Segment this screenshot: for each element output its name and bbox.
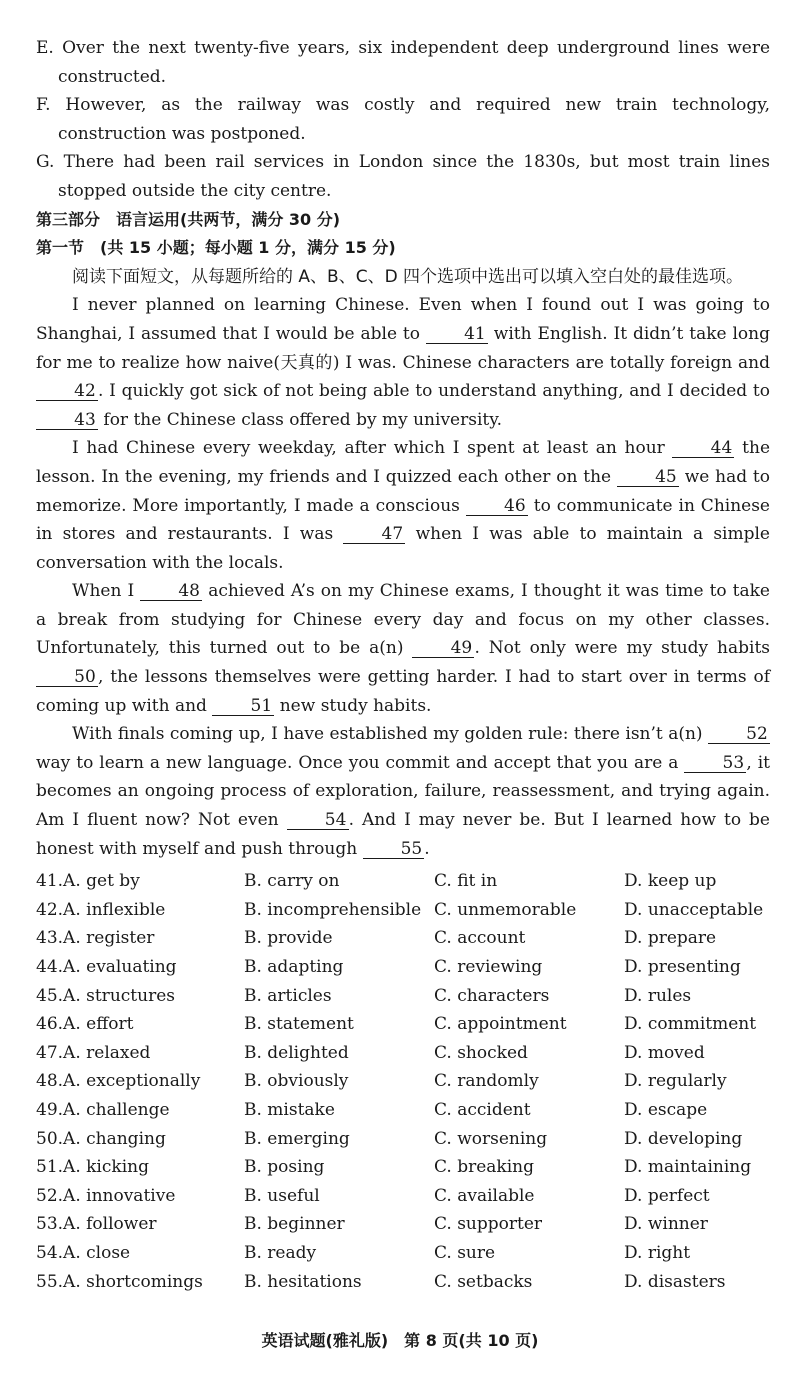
option-b: B. hesitations — [244, 1271, 362, 1292]
option-b: B. posing — [244, 1157, 325, 1178]
question-51 — [36, 1153, 770, 1182]
option-d: D. escape — [624, 1099, 708, 1120]
option-b: B. ready — [244, 1242, 317, 1263]
cloze-passage — [36, 291, 770, 863]
option-d: D. presenting — [624, 957, 741, 977]
option-d: D. right — [624, 1242, 691, 1263]
question-50 — [36, 1125, 770, 1154]
option-a: 53.A. follower — [36, 1214, 157, 1235]
option-d: D. maintaining — [624, 1157, 752, 1178]
question-46 — [36, 1010, 770, 1039]
option-c: C. account — [434, 928, 526, 949]
option-a: 43.A. register — [36, 928, 155, 949]
option-a: 51.A. kicking — [36, 1157, 149, 1178]
passage-paragraph-2: I had Chinese every weekday, after which I spent at least an hour 44 the lesson. In the evening, my friends and I quizzed each other on the 45 we had to memorize. More importantly, I made a conscious 46 to communicate in Chinese in stores and restaurants. I was 47 when I was able to maintain a simple conversation with the locals. — [36, 438, 771, 573]
option-a: 41.A. get by — [36, 871, 140, 892]
previous-options — [36, 34, 770, 206]
option-d: D. keep up — [624, 871, 717, 892]
blank-44: 44 — [672, 439, 734, 458]
blank-42: 42 — [36, 382, 98, 401]
blank-41: 41 — [426, 325, 488, 344]
option-c: C. available — [434, 1185, 535, 1206]
option-a: 49.A. challenge — [36, 1099, 170, 1120]
option-a: 48.A. exceptionally — [36, 1071, 201, 1092]
passage-paragraph-3: When I 48 achieved A’s on my Chinese exams, I thought it was time to take a break from studying for Chinese every day and focus on my other classes. Unfortunately, this turned out to be a(n) 49 . Not only were my study habits 50 , the lessons themselves were getting harder. I had to start over in terms of coming up with and 51 new study habits. — [36, 581, 771, 716]
option-b: B. beginner — [244, 1214, 345, 1235]
option-b: B. obviously — [244, 1071, 349, 1092]
option-d: D. developing — [624, 1128, 743, 1149]
blank-47: 47 — [343, 525, 405, 544]
blank-48: 48 — [140, 582, 202, 601]
option-a: 46.A. effort — [36, 1014, 134, 1035]
blank-53: 53 — [684, 754, 746, 773]
option-d: D. disasters — [624, 1271, 726, 1292]
option-e: E. Over the next twenty-five years, six independent deep underground lines were constructed. — [36, 38, 770, 87]
option-c: C. appointment — [434, 1014, 567, 1035]
option-c: C. shocked — [434, 1042, 528, 1063]
option-c: C. sure — [434, 1242, 496, 1263]
option-b: B. incomprehensible — [244, 899, 422, 920]
part3-heading: 第三部分 语言运用(共两节，满分 30 分) — [36, 209, 341, 229]
option-c: C. accident — [434, 1099, 531, 1120]
option-d: D. perfect — [624, 1185, 710, 1206]
blank-50: 50 — [36, 668, 98, 687]
passage-paragraph-1: I never planned on learning Chinese. Even when I found out I was going to Shanghai, I assumed that I would be able to 41 with English. It didn’t take long for me to realize how naive(天真的) I was. Chinese characters are totally foreign and 42 . I quickly got sick of not being able to understand anything, and I decided to 43 for the Chinese class offered by my university. — [36, 295, 770, 430]
blank-55: 55 — [363, 840, 425, 859]
option-a: 54.A. close — [36, 1242, 131, 1263]
option-b: B. articles — [244, 985, 332, 1006]
instructions: 阅读下面短文，从每题所给的 A、B、C、D 四个选项中选出可以填入空白处的最佳选项。 — [72, 266, 744, 287]
question-52 — [36, 1182, 770, 1211]
question-44 — [36, 953, 770, 982]
option-d: D. winner — [624, 1214, 708, 1235]
option-c: C. worsening — [434, 1128, 548, 1149]
question-48 — [36, 1067, 770, 1096]
question-47 — [36, 1039, 770, 1068]
option-f: F. However, as the railway was costly and required new train technology, construction was postponed. — [36, 95, 771, 144]
option-c: C. unmemorable — [434, 899, 577, 920]
question-54 — [36, 1239, 770, 1268]
option-b: B. delighted — [244, 1042, 349, 1063]
question-49 — [36, 1096, 770, 1125]
blank-49: 49 — [412, 639, 474, 658]
option-c: C. breaking — [434, 1157, 534, 1178]
option-d: D. commitment — [624, 1014, 757, 1035]
question-45 — [36, 982, 770, 1011]
option-d: D. regularly — [624, 1071, 727, 1092]
blank-45: 45 — [617, 468, 679, 487]
option-a: 45.A. structures — [36, 985, 175, 1006]
question-53 — [36, 1210, 770, 1239]
blank-46: 46 — [466, 497, 528, 516]
question-41 — [36, 867, 770, 896]
option-c: C. supporter — [434, 1214, 543, 1235]
option-c: C. setbacks — [434, 1271, 533, 1292]
question-42 — [36, 896, 770, 925]
question-55 — [36, 1268, 770, 1297]
page-footer: 英语试题(雅礼版) 第 8 页(共 10 页) — [261, 1331, 539, 1350]
option-c: C. characters — [434, 985, 550, 1006]
option-a: 52.A. innovative — [36, 1185, 176, 1206]
option-a: 55.A. shortcomings — [36, 1271, 203, 1292]
option-b: B. mistake — [244, 1099, 335, 1120]
question-43 — [36, 924, 770, 953]
option-a: 50.A. changing — [36, 1128, 166, 1149]
option-g: G. There had been rail services in London since the 1830s, but most train lines stopped outside the city centre. — [36, 152, 771, 201]
option-c: C. reviewing — [434, 957, 543, 977]
question-list — [36, 867, 770, 1296]
option-d: D. prepare — [624, 928, 717, 949]
option-b: B. carry on — [244, 871, 340, 892]
option-a: 42.A. inflexible — [36, 899, 166, 920]
option-b: B. statement — [244, 1014, 354, 1035]
option-b: B. useful — [244, 1185, 320, 1206]
blank-52: 52 — [708, 725, 770, 744]
option-a: 47.A. relaxed — [36, 1042, 151, 1063]
option-b: B. emerging — [244, 1128, 350, 1149]
option-a: 44.A. evaluating — [36, 957, 177, 977]
option-c: C. fit in — [434, 871, 498, 892]
blank-54: 54 — [287, 811, 349, 830]
option-d: D. unacceptable — [624, 899, 764, 920]
option-b: B. provide — [244, 928, 333, 949]
option-c: C. randomly — [434, 1071, 539, 1092]
blank-51: 51 — [212, 697, 274, 716]
section1-heading: 第一节 (共 15 小题；每小题 1 分，满分 15 分) — [36, 238, 396, 258]
passage-paragraph-4: With finals coming up, I have established my golden rule: there isn’t a(n) 52 way to learn a new language. Once you commit and accept that you are a 53 , it becomes an ongoing process of exploration, failure, reassessment, and trying again. Am I fluent now? Not even 54 . And I may never be. But I learned how to be honest with myself and push through 55 . — [36, 724, 770, 859]
option-d: D. rules — [624, 985, 692, 1006]
option-d: D. moved — [624, 1042, 705, 1063]
blank-43: 43 — [36, 411, 98, 430]
option-b: B. adapting — [244, 957, 344, 977]
